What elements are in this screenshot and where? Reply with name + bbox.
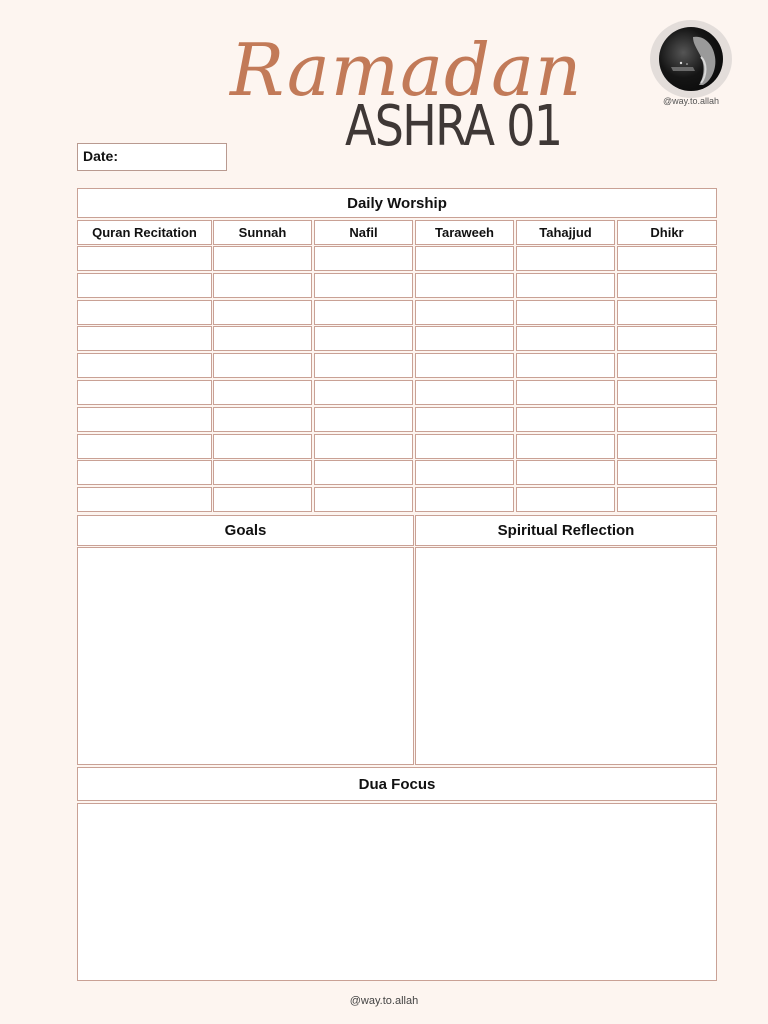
spiritual-reflection-area[interactable]: [415, 547, 717, 765]
worship-cell[interactable]: [314, 300, 413, 325]
worship-cell[interactable]: [516, 300, 615, 325]
worship-cell[interactable]: [314, 380, 413, 405]
dua-focus-area[interactable]: [77, 803, 717, 981]
worship-cell[interactable]: [213, 407, 312, 432]
column-header: Sunnah: [213, 220, 312, 245]
goals-area[interactable]: [77, 547, 414, 765]
worship-cell[interactable]: [77, 300, 212, 325]
worship-cell[interactable]: [314, 273, 413, 298]
worship-cell[interactable]: [314, 326, 413, 351]
profile-handle: @way.to.allah: [663, 96, 719, 106]
worship-cell[interactable]: [516, 273, 615, 298]
worship-cell[interactable]: [415, 273, 514, 298]
dua-focus-heading: Dua Focus: [77, 767, 717, 801]
worship-cell[interactable]: [516, 380, 615, 405]
worship-cell[interactable]: [77, 246, 212, 271]
date-label: Date:: [83, 148, 119, 164]
worship-cell[interactable]: [213, 246, 312, 271]
worship-cell[interactable]: [77, 487, 212, 512]
worship-cell[interactable]: [617, 380, 717, 405]
column-header: Nafil: [314, 220, 413, 245]
column-header: Dhikr: [617, 220, 717, 245]
planner-subtitle: ASHRA 01: [345, 94, 562, 159]
worship-cell[interactable]: [617, 353, 717, 378]
worship-cell[interactable]: [314, 434, 413, 459]
worship-cell[interactable]: [213, 353, 312, 378]
daily-worship-heading: Daily Worship: [77, 188, 717, 218]
worship-cell[interactable]: [77, 273, 212, 298]
planner-title-script: Ramadan: [230, 28, 583, 112]
worship-cell[interactable]: [213, 273, 312, 298]
column-header: Tahajjud: [516, 220, 615, 245]
worship-cell[interactable]: [213, 326, 312, 351]
worship-cell[interactable]: [617, 326, 717, 351]
worship-cell[interactable]: [617, 300, 717, 325]
worship-cell[interactable]: [213, 300, 312, 325]
worship-cell[interactable]: [415, 434, 514, 459]
worship-cell[interactable]: [213, 460, 312, 485]
worship-cell[interactable]: [77, 434, 212, 459]
worship-cell[interactable]: [516, 353, 615, 378]
worship-cell[interactable]: [77, 353, 212, 378]
worship-cell[interactable]: [77, 326, 212, 351]
worship-cell[interactable]: [617, 273, 717, 298]
worship-cell[interactable]: [314, 246, 413, 271]
worship-cell[interactable]: [314, 407, 413, 432]
worship-cell[interactable]: [213, 380, 312, 405]
column-header: Quran Recitation: [77, 220, 212, 245]
worship-cell[interactable]: [516, 460, 615, 485]
worship-cell[interactable]: [77, 380, 212, 405]
profile-avatar: [650, 20, 732, 98]
worship-cell[interactable]: [516, 487, 615, 512]
worship-cell[interactable]: [415, 460, 514, 485]
worship-cell[interactable]: [415, 353, 514, 378]
worship-cell[interactable]: [516, 326, 615, 351]
worship-cell[interactable]: [617, 487, 717, 512]
worship-cell[interactable]: [415, 380, 514, 405]
worship-cell[interactable]: [415, 326, 514, 351]
worship-cell[interactable]: [516, 434, 615, 459]
worship-cell[interactable]: [617, 246, 717, 271]
worship-cell[interactable]: [617, 434, 717, 459]
worship-cell[interactable]: [415, 487, 514, 512]
date-field[interactable]: [77, 143, 227, 171]
column-header: Taraweeh: [415, 220, 514, 245]
worship-cell[interactable]: [77, 460, 212, 485]
worship-cell[interactable]: [213, 487, 312, 512]
worship-cell[interactable]: [415, 300, 514, 325]
worship-cell[interactable]: [516, 407, 615, 432]
worship-cell[interactable]: [617, 460, 717, 485]
worship-cell[interactable]: [617, 407, 717, 432]
worship-cell[interactable]: [77, 407, 212, 432]
worship-cell[interactable]: [516, 246, 615, 271]
spiritual-reflection-heading: Spiritual Reflection: [415, 515, 717, 546]
worship-cell[interactable]: [415, 407, 514, 432]
worship-cell[interactable]: [314, 460, 413, 485]
worship-cell[interactable]: [213, 434, 312, 459]
goals-heading: Goals: [77, 515, 414, 546]
footer-handle: @way.to.allah: [349, 995, 419, 1007]
worship-cell[interactable]: [314, 353, 413, 378]
avatar-photo-icon: [659, 27, 723, 91]
worship-cell[interactable]: [314, 487, 413, 512]
worship-cell[interactable]: [415, 246, 514, 271]
